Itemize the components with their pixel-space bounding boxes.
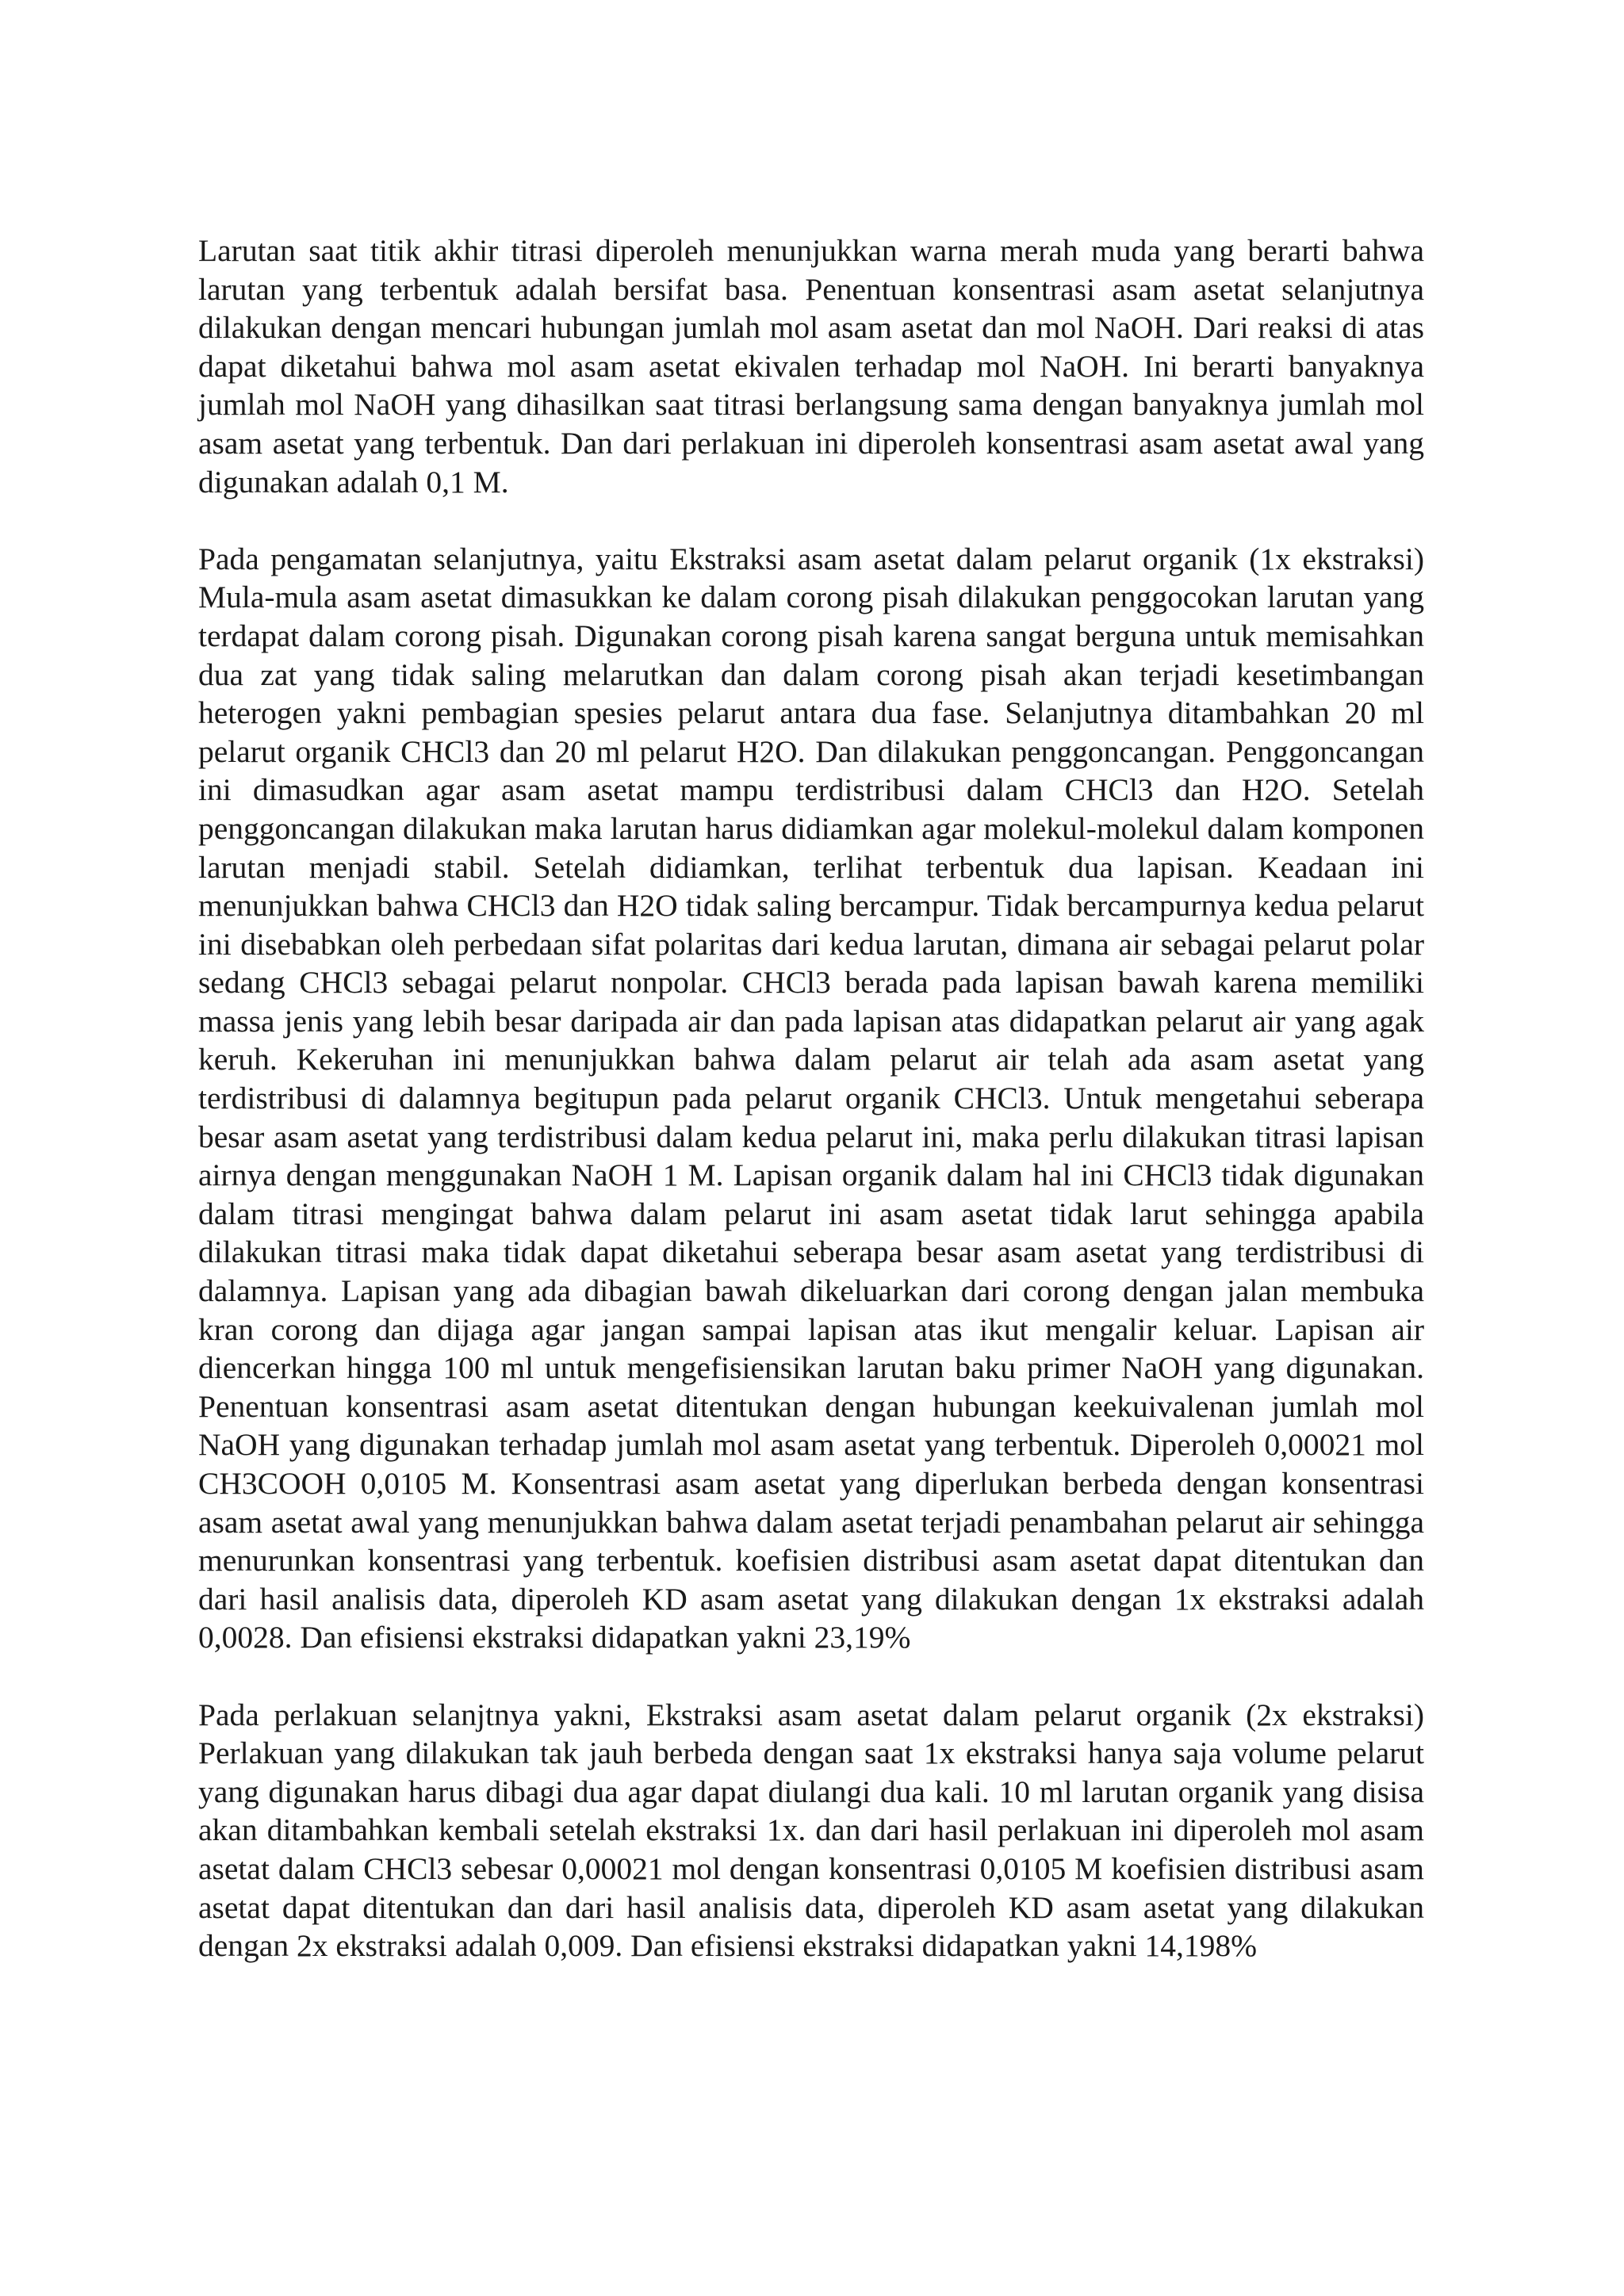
- document-body: [198, 232, 1424, 2003]
- paragraph-single-extraction: Pada pengamatan selanjutnya, yaitu Ekstraksi asam asetat dalam pelarut organik (1x ekstraksi) Mula-mula asam asetat dimasukkan ke dalam corong pisah dilakukan penggocokan larutan yang terdapat dalam corong pisah. Digunakan corong pisah karena sangat berguna untuk memisahkan dua zat yang tidak saling melarutkan dan dalam corong pisah akan terjadi kesetimbangan heterogen yakni pembagian spesies pelarut antara dua fase. Selanjutnya ditambahkan 20 ml pelarut organik CHCl3 dan 20 ml pelarut H2O. Dan dilakukan penggoncangan. Penggoncangan ini dimasudkan agar asam asetat mampu terdistribusi dalam CHCl3 dan H2O. Setelah penggoncangan dilakukan maka larutan harus didiamkan agar molekul-molekul dalam komponen larutan menjadi stabil. Setelah didiamkan, terlihat terbentuk dua lapisan. Keadaan ini menunjukkan bahwa CHCl3 dan H2O tidak saling bercampur. Tidak bercampurnya kedua pelarut ini disebabkan oleh perbedaan sifat polaritas dari kedua larutan, dimana air sebagai pelarut polar sedang CHCl3 sebagai pelarut nonpolar. CHCl3 berada pada lapisan bawah karena memiliki massa jenis yang lebih besar daripada air dan pada lapisan atas didapatkan pelarut air yang agak keruh. Kekeruhan ini menunjukkan bahwa dalam pelarut air telah ada asam asetat yang terdistribusi di dalamnya begitupun pada pelarut organik CHCl3. Untuk mengetahui seberapa besar asam asetat yang terdistribusi dalam kedua pelarut ini, maka perlu dilakukan titrasi lapisan airnya dengan menggunakan NaOH 1 M. Lapisan organik dalam hal ini CHCl3 tidak digunakan dalam titrasi mengingat bahwa dalam pelarut ini asam asetat tidak larut sehingga apabila dilakukan titrasi maka tidak dapat diketahui seberapa besar asam asetat yang terdistribusi di dalamnya. Lapisan yang ada dibagian bawah dikeluarkan dari corong dengan jalan membuka kran corong dan dijaga agar jangan sampai lapisan atas ikut mengalir keluar. Lapisan air diencerkan hingga 100 ml untuk mengefisiensikan larutan baku primer NaOH yang digunakan. Penentuan konsentrasi asam asetat ditentukan dengan hubungan keekuivalenan jumlah mol NaOH yang digunakan terhadap jumlah mol asam asetat yang terbentuk. Diperoleh 0,00021 mol CH3COOH 0,0105 M. Konsentrasi asam asetat yang diperlukan berbeda dengan konsentrasi asam asetat awal yang menunjukkan bahwa dalam asetat terjadi penambahan pelarut air sehingga menurunkan konsentrasi yang terbentuk. koefisien distribusi asam asetat dapat ditentukan dan dari hasil analisis data, diperoleh KD asam asetat yang dilakukan dengan 1x ekstraksi adalah 0,0028. Dan efisiensi ekstraksi didapatkan yakni 23,19%: [198, 541, 1424, 1655]
- paragraph-double-extraction: Pada perlakuan selanjtnya yakni, Ekstraksi asam asetat dalam pelarut organik (2x ekstraksi) Perlakuan yang dilakukan tak jauh berbeda dengan saat 1x ekstraksi hanya saja volume pelarut yang digunakan harus dibagi dua agar dapat diulangi dua kali. 10 ml larutan organik yang disisa akan ditambahkan kembali setelah ekstraksi 1x. dan dari hasil perlakuan ini diperoleh mol asam asetat dalam CHCl3 sebesar 0,00021 mol dengan konsentrasi 0,0105 M koefisien distribusi asam asetat dapat ditentukan dan dari hasil analisis data, diperoleh KD asam asetat yang dilakukan dengan 2x ekstraksi adalah 0,009. Dan efisiensi ekstraksi didapatkan yakni 14,198%: [198, 1697, 1424, 1964]
- paragraph-titration-result: Larutan saat titik akhir titrasi diperoleh menunjukkan warna merah muda yang berarti bahwa larutan yang terbentuk adalah bersifat basa. Penentuan konsentrasi asam asetat selanjutnya dilakukan dengan mencari hubungan jumlah mol asam asetat dan mol NaOH. Dari reaksi di atas dapat diketahui bahwa mol asam asetat ekivalen terhadap mol NaOH. Ini berarti banyaknya jumlah mol NaOH yang dihasilkan saat titrasi berlangsung sama dengan banyaknya jumlah mol asam asetat yang terbentuk. Dan dari perlakuan ini diperoleh konsentrasi asam asetat awal yang digunakan adalah 0,1 M.: [198, 233, 1424, 499]
